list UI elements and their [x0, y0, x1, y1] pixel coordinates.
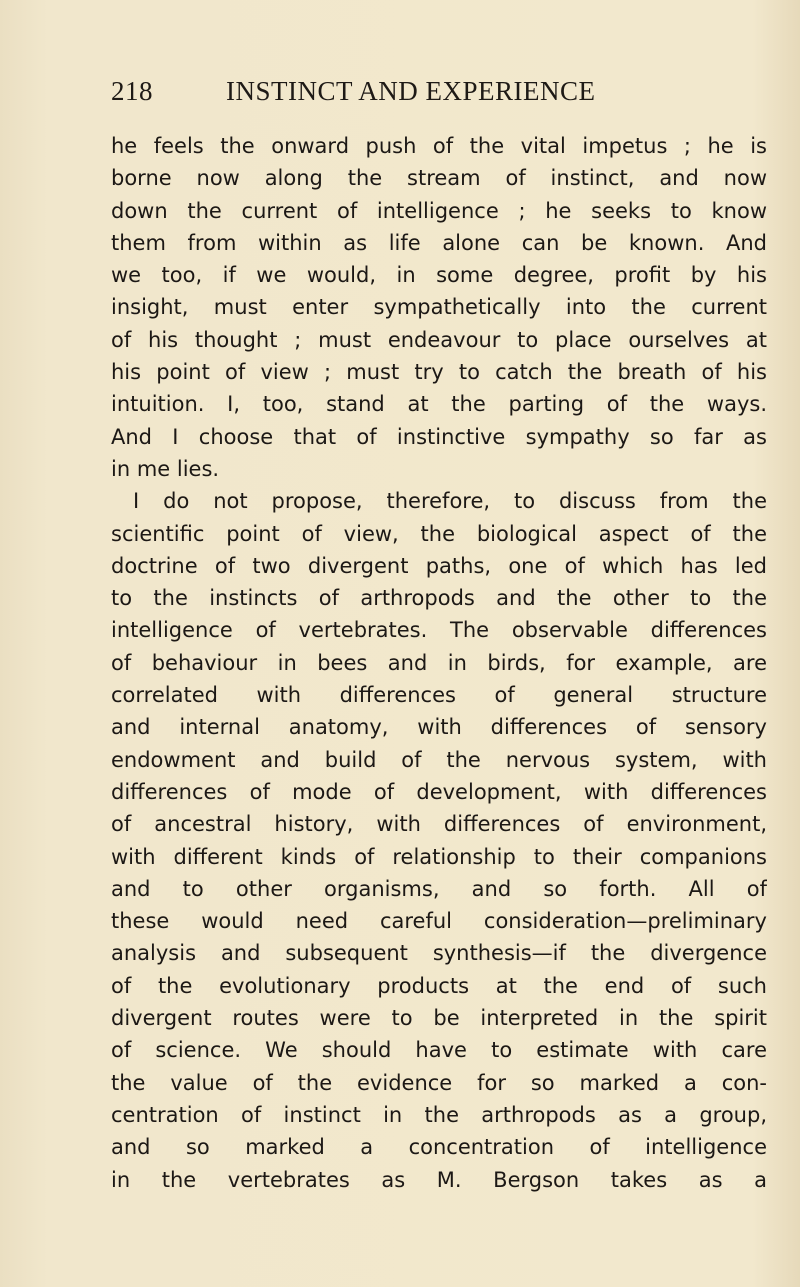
text-line: differences of mode of development, with differences — [111, 779, 767, 804]
text-line: and so marked a concentration of intelligence — [111, 1135, 767, 1160]
text-line: he feels the onward push of the vital impetus ; he is — [111, 134, 767, 158]
text-line: scientific point of view, the biological aspect of the — [111, 521, 767, 546]
text-line: down the current of intelligence ; he seeks to know — [111, 198, 767, 223]
text-line: intuition. I, too, stand at the parting of the ways. — [111, 392, 767, 417]
text-line: divergent routes were to be interpreted in the spirit — [111, 1006, 767, 1031]
text-line: these would need careful consideration—preliminary — [111, 909, 767, 934]
running-head — [111, 76, 671, 116]
text-line: and to other organisms, and so forth. All of — [111, 876, 767, 901]
text-line: of science. We should have to estimate with care — [111, 1038, 767, 1063]
text-line: in the vertebrates as M. Bergson takes as a — [111, 1167, 767, 1192]
text-line: And I choose that of instinctive sympathy so far as — [111, 424, 767, 449]
text-line: we too, if we would, in some degree, profit by his — [111, 263, 767, 288]
running-title: INSTINCT AND EXPERIENCE — [226, 76, 596, 106]
text-line: in me lies. — [111, 456, 220, 481]
text-line: and internal anatomy, with differences of sensory — [111, 715, 767, 740]
text-line: them from within as life alone can be known. And — [111, 230, 767, 255]
text-line: to the instincts of arthropods and the other to the — [111, 586, 767, 611]
text-line: of the evolutionary products at the end of such — [111, 973, 767, 998]
text-line: of his thought ; must endeavour to place ourselves at — [111, 327, 767, 352]
text-line: insight, must enter sympathetically into the current — [111, 295, 767, 320]
text-line: analysis and subsequent synthesis—if the divergence — [111, 941, 767, 966]
body-text — [111, 130, 767, 1196]
text-line: doctrine of two divergent paths, one of which has led — [111, 553, 767, 578]
text-line: the value of the evidence for so marked a con- — [111, 1070, 767, 1095]
text-line: borne now along the stream of instinct, and now — [111, 166, 767, 191]
text-line: intelligence of vertebrates. The observable differences — [111, 618, 767, 643]
page-number: 218 — [111, 76, 153, 106]
text-line: correlated with differences of general structure — [111, 683, 767, 708]
text-line: centration of instinct in the arthropods as a group, — [111, 1102, 767, 1127]
text-line: with different kinds of relationship to their companions — [111, 844, 767, 869]
text-line: of behaviour in bees and in birds, for example, are — [111, 650, 767, 675]
text-line: of ancestral history, with differences of environment, — [111, 812, 767, 837]
paragraph-start-line: I do not propose, therefore, to discuss from the — [133, 489, 767, 514]
text-line: endowment and build of the nervous system, with — [111, 747, 767, 772]
text-line: his point of view ; must try to catch the breath of his — [111, 360, 767, 385]
